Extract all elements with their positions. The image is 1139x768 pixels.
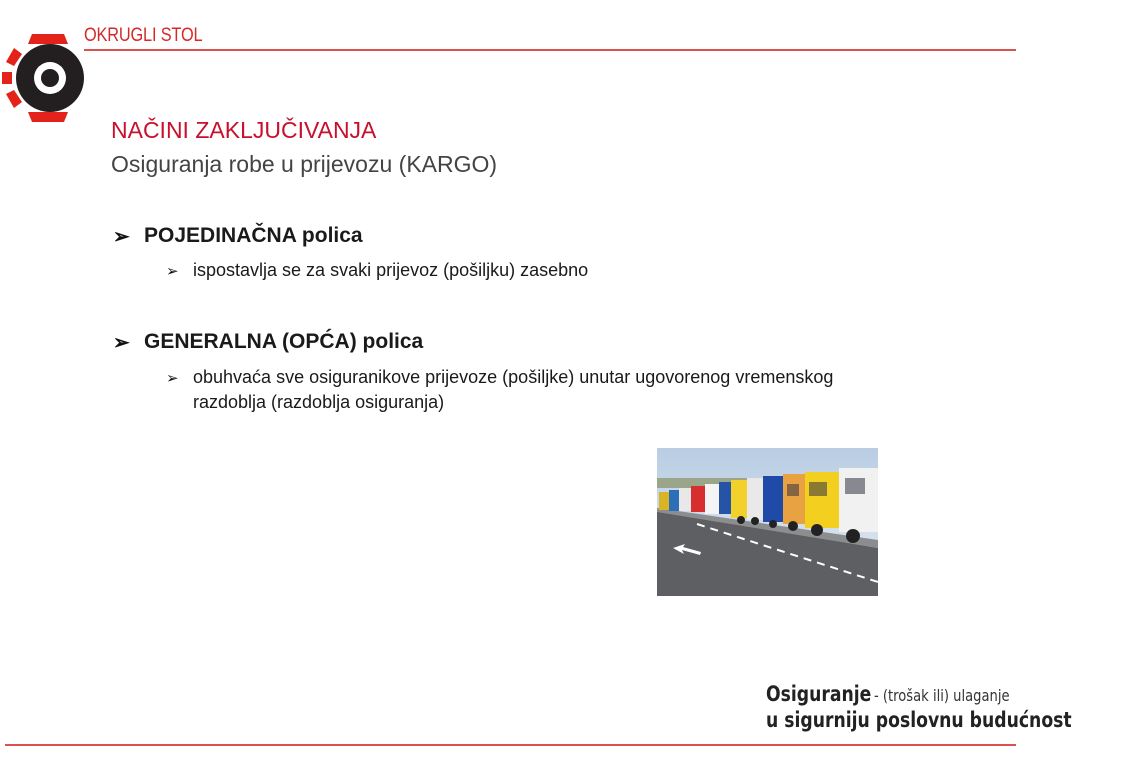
slide-title: NAČINI ZAKLJUČIVANJA: [111, 117, 377, 143]
arrow-bullet-icon: ➢: [113, 332, 130, 354]
brand-name: OKRUGLI STOL: [84, 25, 203, 46]
bullet-heading: GENERALNA (OPĆA) polica: [144, 330, 424, 353]
slide-subtitle: Osiguranja robe u prijevozu (KARGO): [111, 151, 498, 177]
okrugli-stol-logo: [2, 24, 94, 134]
header-divider: [84, 49, 1016, 51]
sub-bullet-item: [166, 365, 886, 415]
slogan-line2: u sigurniju poslovnu budućnost: [766, 708, 1072, 732]
trucks-photo: [657, 448, 878, 596]
slogan-main: Osiguranje: [766, 682, 872, 706]
slogan: [766, 682, 1139, 732]
footer-divider: [5, 744, 1016, 746]
arrow-bullet-icon: ➢: [166, 370, 179, 387]
sub-bullet-item: [166, 258, 588, 284]
arrow-bullet-icon: ➢: [113, 226, 130, 248]
bullet-heading: POJEDINAČNA polica: [144, 224, 363, 247]
sub-bullet-text: obuhvaća sve osiguranikove prijevoze (pošiljke) unutar ugovorenog vremenskog razdoblja (razdoblja osiguranja): [193, 367, 834, 412]
sub-bullet-text: ispostavlja se za svaki prijevoz (pošiljku) zasebno: [193, 260, 589, 280]
slogan-small: - (trošak ili) ulaganje: [874, 686, 1011, 705]
bullet-item: [113, 330, 423, 355]
arrow-bullet-icon: ➢: [166, 263, 179, 280]
bullet-item: [113, 224, 363, 249]
